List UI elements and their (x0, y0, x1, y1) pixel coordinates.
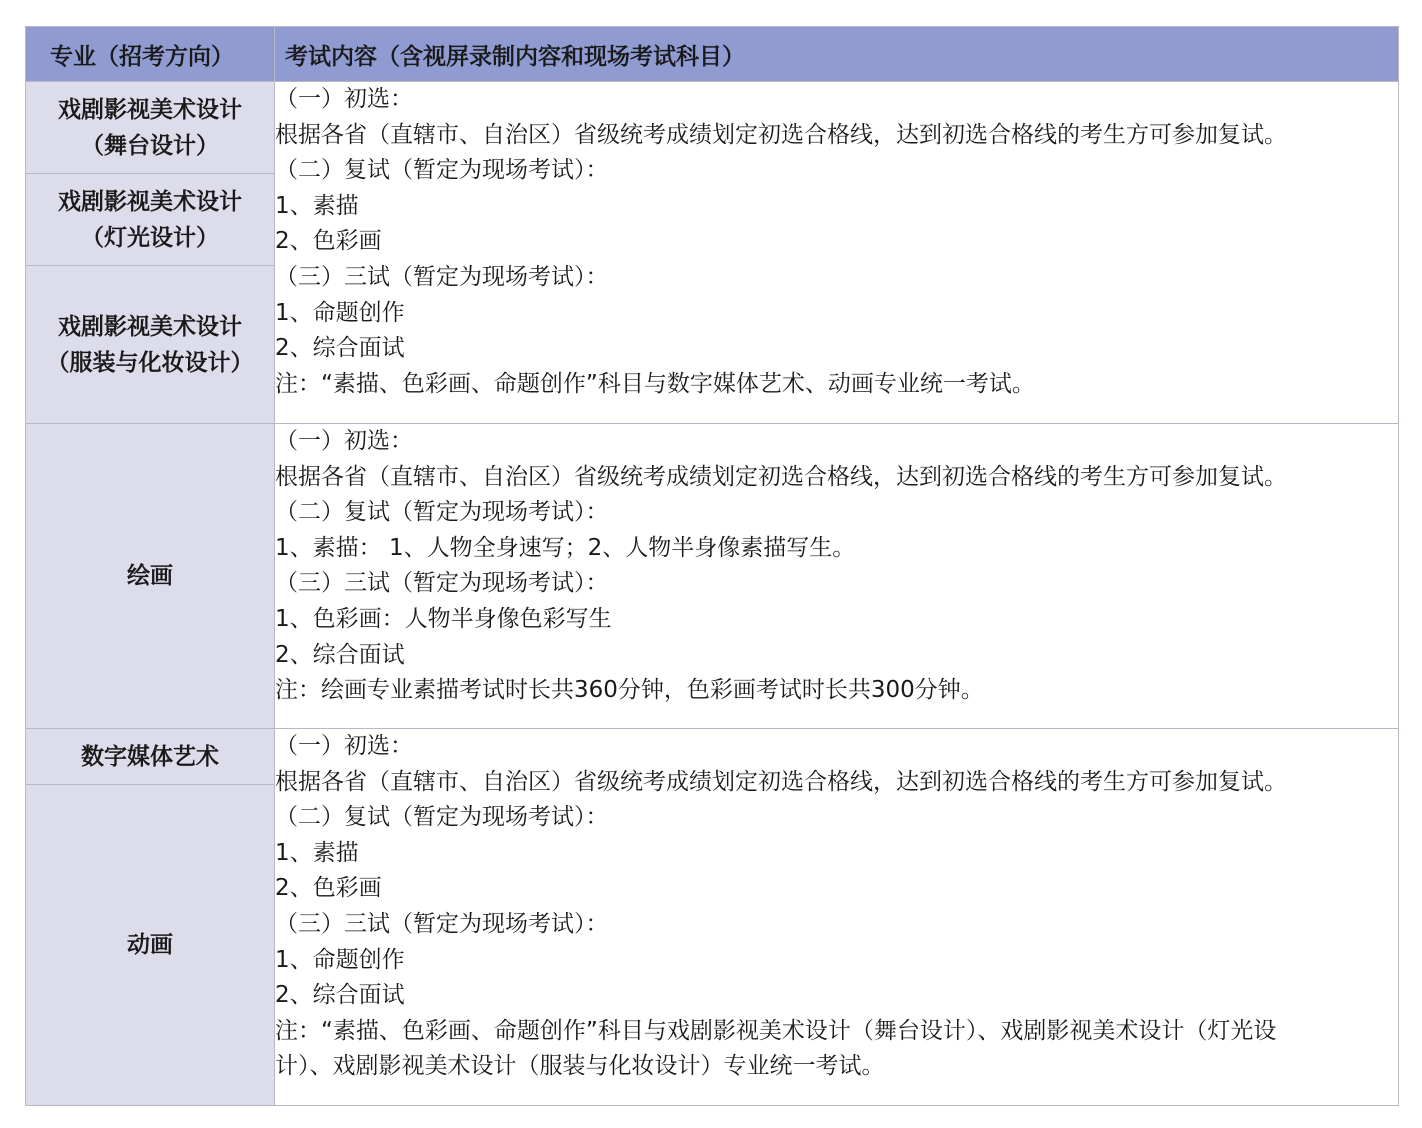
content-line: （三）三试（暂定为现场考试）： (275, 263, 609, 290)
content-line: （一）初选： (275, 733, 413, 759)
table-row (26, 424, 1399, 729)
content-line: （一）初选： (275, 428, 413, 454)
major-name: 戏剧影视美术设计 (58, 188, 242, 215)
major-name: 戏剧影视美术设计 (58, 96, 242, 123)
major-cell-digital-media (26, 729, 275, 785)
exam-content-table (25, 26, 1399, 1106)
content-line: 根据各省（直辖市、自治区）省级统考成绩划定初选合格线，达到初选合格线的考生方可参加复试。 (275, 121, 1287, 148)
major-name: 动画 (127, 932, 173, 958)
content-line: （二）复试（暂定为现场考试）： (275, 157, 609, 184)
content-cell-group1 (275, 82, 1399, 424)
major-name: 绘画 (127, 563, 173, 589)
content-line: （三）三试（暂定为现场考试）： (275, 570, 609, 597)
content-note: 注：“素描、色彩画、命题创作”科目与数字媒体艺术、动画专业统一考试。 (275, 370, 1035, 397)
content-cell-group3 (275, 729, 1399, 1106)
major-direction: （服装与化妆设计） (46, 349, 254, 376)
major-direction: （舞台设计） (81, 132, 219, 159)
content-line: 2、色彩画 (275, 875, 382, 902)
content-line: 1、素描 (275, 839, 359, 866)
table-row (26, 729, 1399, 785)
major-name: 数字媒体艺术 (81, 743, 219, 770)
header-content: 考试内容（含视屏录制内容和现场考试科目） (275, 27, 1399, 82)
content-line: 根据各省（直辖市、自治区）省级统考成绩划定初选合格线，达到初选合格线的考生方可参加复试。 (275, 463, 1287, 490)
major-cell-costume-design (26, 266, 275, 424)
header-row (26, 27, 1399, 82)
table-row (26, 82, 1399, 174)
content-cell-group2 (275, 424, 1399, 729)
content-line: 1、命题创作 (275, 946, 405, 973)
content-line: 2、色彩画 (275, 228, 382, 255)
content-line: （二）复试（暂定为现场考试）： (275, 804, 609, 831)
header-major: 专业（招考方向） (26, 27, 275, 82)
content-line: 2、综合面试 (275, 982, 405, 1009)
content-note: 计）、戏剧影视美术设计（服装与化妆设计）专业统一考试。 (275, 1053, 885, 1080)
content-line: （三）三试（暂定为现场考试）： (275, 910, 609, 937)
content-line: 2、综合面试 (275, 641, 405, 668)
content-line: （二）复试（暂定为现场考试）： (275, 499, 609, 526)
content-line: 1、命题创作 (275, 299, 405, 326)
major-cell-stage-design (26, 82, 275, 174)
content-note: 注：绘画专业素描考试时长共360分钟，色彩画考试时长共300分钟。 (275, 677, 984, 704)
content-line: 根据各省（直辖市、自治区）省级统考成绩划定初选合格线，达到初选合格线的考生方可参加复试。 (275, 768, 1287, 795)
major-cell-animation (26, 785, 275, 1106)
content-note: 注：“素描、色彩画、命题创作”科目与戏剧影视美术设计（舞台设计）、戏剧影视美术设计（灯光设 (275, 1017, 1277, 1044)
content-line: （一）初选： (275, 86, 413, 112)
content-line: 1、素描： 1、人物全身速写；2、人物半身像素描写生。 (275, 534, 856, 561)
cropped-title-fragment (660, 0, 760, 4)
major-cell-painting (26, 424, 275, 729)
major-name: 戏剧影视美术设计 (58, 313, 242, 340)
major-cell-lighting-design (26, 174, 275, 266)
content-line: 1、色彩画：人物半身像色彩写生 (275, 605, 612, 632)
content-line: 1、素描 (275, 192, 359, 219)
content-line: 2、综合面试 (275, 335, 405, 362)
major-direction: （灯光设计） (81, 224, 219, 251)
